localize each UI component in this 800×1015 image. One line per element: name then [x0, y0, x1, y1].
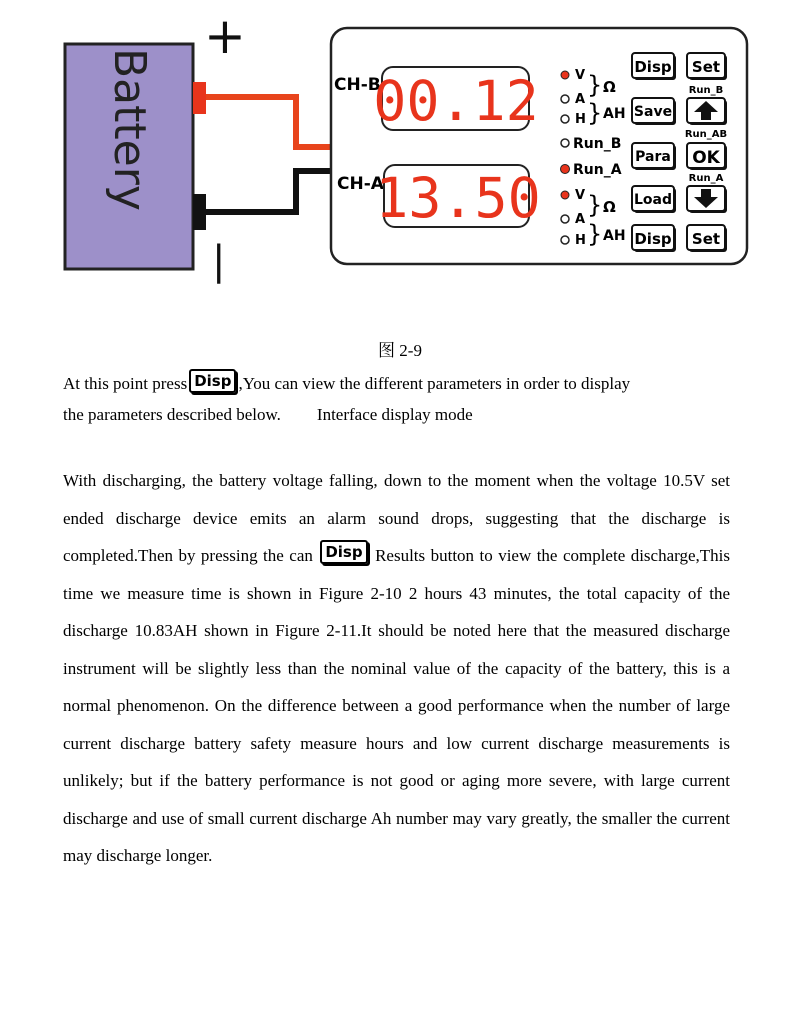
body-paragraph [63, 462, 730, 875]
led-ch-a-h [561, 236, 569, 244]
intro-text-2: ,You can view the different parameters in order to display [238, 374, 631, 393]
led-ch-b-h [561, 115, 569, 123]
run-a-indicator-label: Run_A [573, 162, 622, 178]
run-ab-button-caption: Run_AB [684, 129, 728, 140]
svg-text:Set: Set [691, 58, 721, 76]
ch-a-display-value: 13.50 [375, 166, 541, 230]
intro-text-4: Interface display mode [316, 405, 473, 424]
ch-b-label: CH-B [334, 75, 381, 95]
inline-disp-button-2: Disp [320, 540, 367, 564]
svg-text:Disp: Disp [634, 230, 672, 248]
ch-a-brace-1: } [587, 191, 603, 219]
set-button-top[interactable] [687, 53, 727, 80]
ch-a-label: CH-A [337, 174, 384, 194]
ch-b-ohm: Ω [603, 78, 616, 96]
ch-b-display-value: 00.12 [373, 69, 539, 133]
led-ch-b-v [561, 71, 569, 79]
red-wire [204, 97, 332, 147]
ch-b-brace-1: } [587, 71, 603, 99]
svg-text:OK: OK [692, 148, 720, 168]
load-button[interactable] [632, 186, 676, 213]
negative-terminal [193, 194, 206, 230]
intro-text-1: At this point press [63, 374, 188, 393]
down-button[interactable] [687, 186, 727, 213]
battery-meter-figure [0, 0, 800, 300]
inline-disp-button: Disp [189, 369, 236, 393]
svg-text:Para: Para [635, 149, 671, 165]
ch-a-brace-2: } [587, 220, 603, 248]
up-button[interactable] [687, 98, 727, 125]
set-button-bottom[interactable] [687, 225, 727, 252]
led-run-b [561, 139, 569, 147]
battery-label: Battery [104, 48, 155, 211]
led-run-a [561, 165, 570, 174]
led-ch-a-a [561, 215, 569, 223]
ch-b-ah: AH [603, 106, 626, 122]
svg-text:Disp: Disp [634, 58, 672, 76]
body-text-1: With discharging, the battery voltage falling, down to the moment when the voltage 10.5V set ended discharge device emits an alarm sound drops, suggesting that the discharge is completed.Then by pressing the can [63, 471, 730, 565]
figure-caption: 图 2-9 [378, 341, 422, 360]
ch-a-a-label: A [575, 212, 586, 227]
black-wire [204, 171, 332, 212]
disp-button-bottom[interactable] [632, 225, 676, 252]
minus-sign: | [212, 238, 226, 284]
svg-text:Save: Save [633, 104, 673, 120]
ch-a-ah: AH [603, 228, 626, 244]
ch-a-h-label: H [575, 233, 586, 248]
plus-sign: + [204, 7, 246, 65]
led-ch-a-v [561, 191, 569, 199]
ch-b-h-label: H [575, 112, 586, 127]
positive-terminal [193, 82, 206, 114]
body-text-2: Results button to view the complete discharge,This time we measure time is shown in Figure 2-10 2 hours 43 minutes, the total capacity of the discharge 10.83AH shown in Figure 2-11.It should be noted here that the measured discharge instrument will be slightly less than the nominal value of the capacity of the battery, this is a normal phenomenon. On the difference between a good performance when the number of large current discharge battery safety measure hours and low current discharge measurements is unlikely; but if the battery performance is not good or aging more severe, with large current discharge and use of small current discharge Ah number may vary greatly, the smaller the current may discharge longer. [63, 546, 731, 865]
intro-text-3: the parameters described below. [63, 405, 281, 424]
para-button[interactable] [632, 143, 676, 170]
ch-a-v-label: V [575, 188, 586, 203]
intro-paragraph [63, 368, 743, 430]
svg-text:Set: Set [691, 230, 721, 248]
disp-button-top[interactable] [632, 53, 676, 80]
save-button[interactable] [632, 98, 676, 125]
ok-button[interactable] [687, 143, 727, 170]
ch-a-ohm: Ω [603, 198, 616, 216]
run-a-button-caption: Run_A [688, 173, 724, 184]
run-b-button-caption: Run_B [688, 85, 724, 96]
svg-text:Load: Load [633, 192, 673, 208]
run-b-indicator-label: Run_B [573, 136, 622, 152]
ch-b-a-label: A [575, 92, 586, 107]
ch-b-v-label: V [575, 68, 586, 83]
ch-b-brace-2: } [587, 99, 603, 127]
led-ch-b-a [561, 95, 569, 103]
